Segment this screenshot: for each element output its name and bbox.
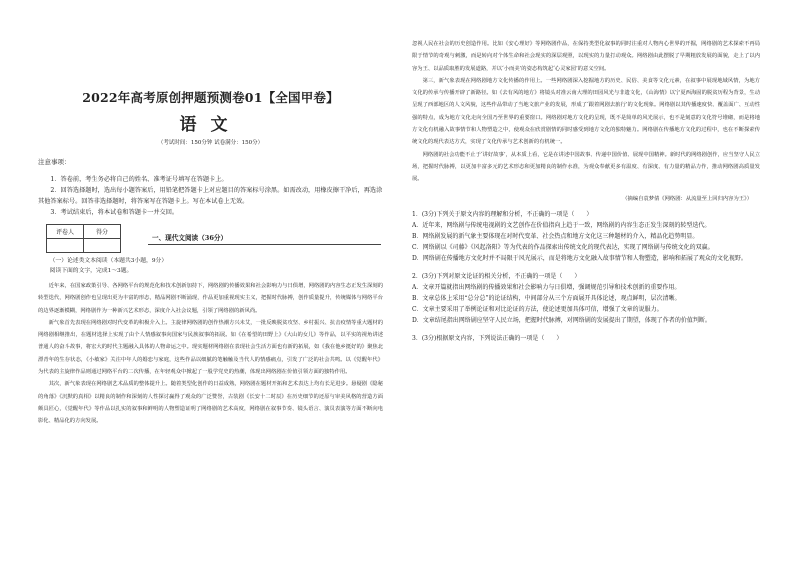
note-item: 2．回答选择题时，选出每小题答案后，用铅笔把答题卡上对应题目的答案标号涂黑。如需改动，用橡皮擦干净后，再选涂其他答案标号。回答非选择题时，将答案写在答题卡上。写在本试卷上无效。: [38, 187, 383, 205]
question-option: C．网络剧以《司藤》《风起洛阳》等为代表的作品探索出传统文化的现代表达，实现了网络剧与传统文化的双赢。: [412, 243, 714, 251]
passage-paragraph: 其次，新气象表现在网络剧艺术品质的整体提升上。随着类型化创作的日益成熟，网络剧在题材开拓和艺术表达上均有长足进步。悬疑剧《隐秘的角落》《沉默的真相》以精良的制作和深刻的人性探讨赢得了观众的广泛赞誉，古装剧《长安十二时辰》在历史细节的还原与审美风格的营造方面颇具匠心，《觉醒年代》等作品以扎实的叙事和鲜明的人物塑造证明了网络剧的艺术高度，网络剧在叙事节奏、镜头语言、演员表演等方面不断向电影化、精品化的方向发展。: [38, 381, 383, 425]
question-option: D．网络剧在传播地方文化时并不局限于风光展示，而是将地方文化融入故事情节和人物塑造，影响和拓展了观众的文化视野。: [412, 254, 747, 262]
note-item: 3．考试结束后，将本试卷和答题卡一并交回。: [50, 209, 179, 216]
question-stem: 3．(3分)根据原文内容，下列说法正确的一项是（ ）: [412, 334, 563, 342]
question-option: B．文章总体上采用“总分总”的论证结构，中间部分从三个方面展开具体论述，观点鲜明，层次清晰。: [412, 294, 681, 302]
section-title: 一、现代文阅读（36分）: [152, 234, 228, 242]
passage-paragraph: 网络剧的社会功能不止于‘讲好故事’，从本质上看，它是在讲述中国故事、传递中国价值、展现中国精神。新时代的网络剧创作，应当坚守人民立场，把握时代脉搏，以更加丰富多元的艺术形态和更加精良的制作水准，为观众奉献更多有温度、有深度、有力量的精品力作，推动网络剧高质量发展。: [412, 151, 760, 183]
subsection-title: （一）论述类文本阅读（本题共3小题，9分）: [49, 258, 168, 264]
section-divider: [148, 244, 381, 245]
question-option: B．网络剧发展的新气象主要体现在对时代变革、社会热点和地方文化这三种题材的介入，精品化趋势明显。: [412, 232, 699, 240]
notes-title: 注意事项：: [38, 158, 71, 166]
left-column: [38, 0, 383, 428]
score-table-grader-cell: [47, 239, 84, 253]
passage-paragraph: 第三，新气象表现在网络剧地方文化传播的作用上。一些网络剧深入挖掘地方的历史、民俗、美食等文化元素，在叙事中展现地域风情，为地方文化的传承与传播开辟了新路径。如《去有风的地方》将镜头对准云南大理的田园风光与非遗文化，《山海情》以宁夏西海固的脱贫历程为背景，生动呈现了西部地区的人文风貌，这些作品带动了当地文旅产业的发展，形成了‘跟着网剧去旅行’的文化现象。网络剧以其传播速度快、覆盖面广、互动性强的特点，成为地方文化走向全国乃至世界的重要窗口。网络剧对地方文化的呈现，既不是简单的风光展示，也不是刻意的文化符号堆砌，而是将地方文化有机融入故事情节和人物塑造之中，使观众在欣赏剧情的同时感受到地方文化的独特魅力。网络剧在传播地方文化的过程中，也在不断探索传统文化的现代表达方式，实现了文化传承与艺术创新的有机统一。: [412, 77, 760, 146]
question-option: A．近年来，网络剧与传统电视剧的文艺创作在价值指向上趋于一致，网络剧的内容生态正发生深刻的转型迭代。: [412, 221, 711, 229]
question-option: C．文章主要采用了举例论证和对比论证的方法，使论述更加具体可信，增强了文章的说服力。: [412, 305, 663, 313]
exam-meta: （考试时间：150分钟 试卷满分：150分）: [157, 140, 264, 146]
question-option: A．文章开篇就指出网络剧的传播效果和社会影响力与日俱增，强调规范引导和技术创新的重要作用。: [412, 283, 681, 291]
question-stem: 2．(3分)下列对原文论证的相关分析，不正确的一项是（ ）: [412, 272, 581, 280]
score-table-score-cell: [84, 239, 121, 253]
passage-paragraph: 新气象首先表现在网络剧对时代变革的积极介入上。主旋律网络剧的创作热潮方兴未艾，一批反映脱贫攻坚、乡村振兴、抗击疫情等重大题材的网络剧相继推出，在题材选择上实现了由个人情感叙事向国家与民族叙事的拓展。如《在希望的田野上》《大山的女儿》等作品，以平实的视角讲述普通人的奋斗故事，将宏大的时代主题融入具体的人物命运之中。现实题材网络剧在表现社会生活方面也有新的拓展，如《我在他乡挺好的》聚焦北漂青年的生存状态，《小敏家》关注中年人的婚恋与家庭，这些作品以细腻的笔触触及当代人的情感痛点，引发了广泛的社会共鸣。以《觉醒年代》为代表的主旋律作品则通过网络平台的二次传播，在年轻观众中掀起了一股学党史的热潮，体现出网络剧在价值引领方面的独特作用。: [38, 319, 383, 376]
score-row: [38, 224, 383, 256]
subject-title: 语文: [179, 115, 242, 135]
question-stem: 1．(3分)下列关于原文内容的理解和分析，不正确的一项是（ ）: [412, 210, 593, 218]
passage-paragraph: 近年来，在国家政策引导、各网络平台的规范化和技术创新加持下，网络剧的传播效果和社会影响力与日俱增，网络剧的内容生态正发生深刻的转型迭代，网络剧创作也呈现出更为丰富的形态，精品网剧不断涌现，作品更加重视现实主义，把握时代脉搏，创作质量提升，传统媒体与网络平台的边界逐渐模糊，网络剧作为一种新兴艺术形态，深度介入社会议题，引领了网络剧的新风尚。: [38, 283, 383, 314]
passage-source: （摘编自袁梦倩《网络剧：从流量至上回归内容为王》）: [622, 195, 752, 202]
passage-paragraph: 忽视人民在社会的历史创造作用。比如《安心理好》等网络剧作品，在保持类型化叙事的同时注重对人物内心世界的开掘，网络剧的艺术探索不再局限于情节的奇观与刺激，而是转向对个体生命和社会现实的深层观照，以现实的力量打动观众。网络剧由此摆脱了早期粗放发展的面貌，走上了以内容为王、以品质取胜的发展道路，并以‘小而美’的姿态构筑起‘心灵家园’的意义空间。: [412, 41, 760, 72]
note-item: 1．答卷前，考生务必将自己的姓名、准考证号填写在答题卡上。: [50, 176, 228, 183]
score-table: [46, 224, 121, 253]
right-column: [412, 0, 760, 344]
score-table-score-label: 得分: [84, 225, 121, 239]
score-table-grader-label: 评卷人: [47, 225, 84, 239]
reading-instruction: 阅读下面的文字，完成1～3题。: [49, 268, 133, 274]
question-option: D．文章结尾指出网络剧应坚守人民立场，把握时代脉搏，对网络剧的发展提出了期望，体现了作者的价值判断。: [412, 316, 711, 324]
exam-title: 2022年高考原创押题预测卷01【全国甲卷】: [82, 90, 339, 105]
